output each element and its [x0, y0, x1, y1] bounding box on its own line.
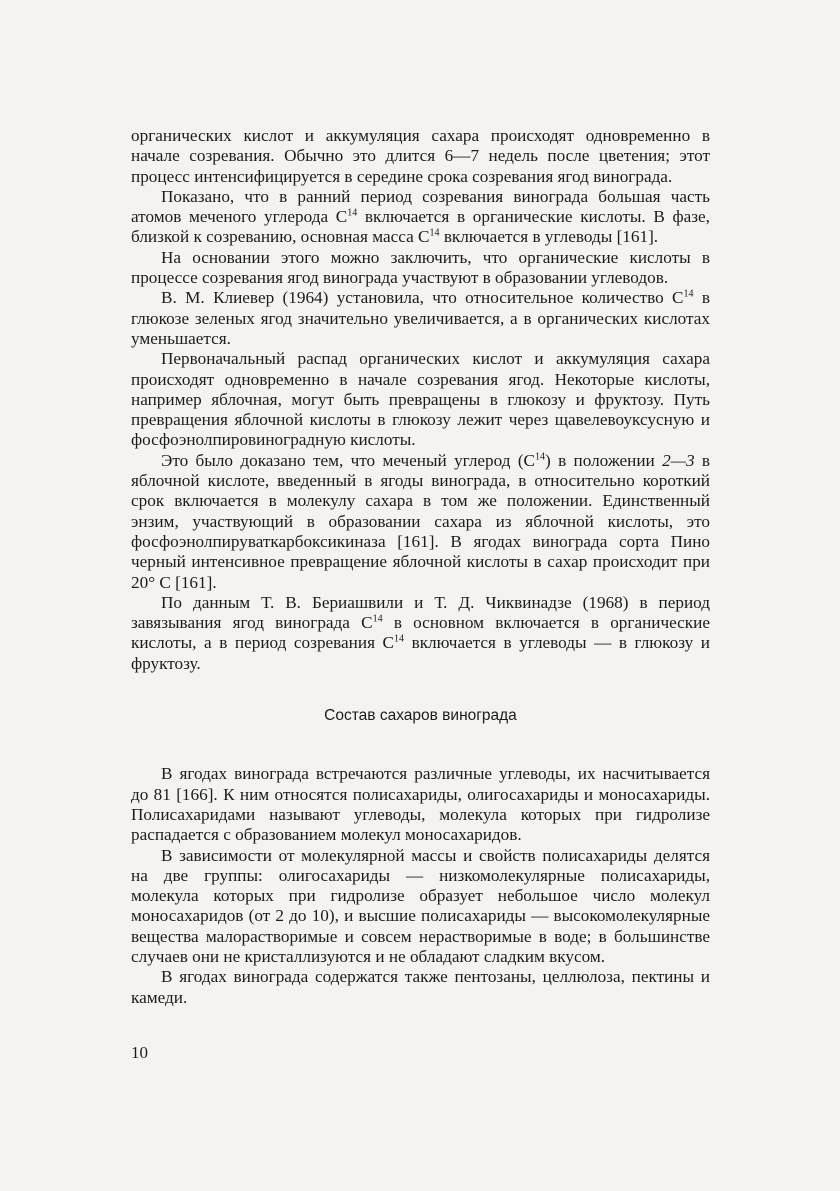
page-body — [131, 126, 710, 1008]
paragraph-3: На основании этого можно заключить, что органические кислоты в процессе созревания ягод винограда участвуют в образовании углеводов. — [131, 247, 710, 288]
paragraph-4: В. М. Клиевер (1964) установила, что относительное количество $С^{14}$ в глюкозе зеленых ягод значительно увеличивается, а в органических кислотах уменьшается. — [131, 288, 710, 348]
paragraph-10: В ягодах винограда содержатся также пентозаны, целлюлоза, пектины и камеди. — [131, 967, 710, 1007]
paragraph-1: органических кислот и аккумуляция сахара происходят одновременно в начале созревания. Обычно это длится 6—7 недель после цветения; этот процесс интенсифицируется в середине срока созревания ягод винограда. — [131, 126, 710, 186]
paragraph-6: Это было доказано тем, что меченый углерод $(С^{14})$ в положении 2—3 в яблочной кислоте, введенный в ягоды винограда, в относительно короткий срок включается в молекулу сахара в том же положении. Единственный энзим, участвующий в образовании сахара из яблочной кислоты, это фосфоэнолпируваткарбоксикиназа [161]. В ягодах винограда сорта Пино черный интенсивное превращение яблочной кислоты в сахар происходит при 20° С [161]. — [131, 450, 710, 592]
section-heading: Состав сахаров винограда — [324, 707, 517, 725]
paragraph-8: В ягодах винограда встречаются различные углеводы, их насчитывается до 81 [166]. К ним относятся полисахариды, олигосахариды и моносахариды. Полисахаридами называют углеводы, молекула которых при гидролизе распадается с образованием молекул моносахаридов. — [131, 764, 710, 845]
paragraph-9: В зависимости от молекулярной массы и свойств полисахариды делятся на две группы: олигосахариды — низкомолекулярные полисахариды, молекула которых при гидролизе образует небольшое число молекул моносахаридов (от 2 до 10), и высшие полисахариды — высокомолекулярные вещества малорастворимые и совсем нерастворимые в воде; в большинстве случаев они не кристаллизуются и не обладают сладким вкусом. — [131, 845, 710, 966]
paragraph-2: Показано, что в ранний период созревания винограда большая часть атомов меченого углерода $С^{14}$ включается в органические кислоты. В фазе, близкой к созреванию, основная масса $С^{14}$ включается в углеводы [161]. — [131, 186, 710, 247]
paragraph-5: Первоначальный распад органических кислот и аккумуляция сахара происходят одновременно в начале созревания ягод. Некоторые кислоты, например яблочная, могут быть превращены в глюкозу и фруктозу. Путь превращения яблочной кислоты в глюкозу лежит через щавелевоуксусную и фосфоэнолпировиноградную кислоты. — [131, 349, 710, 450]
paragraph-7: По данным Т. В. Бериашвили и Т. Д. Чиквинадзе (1968) в период завязывания ягод винограда $С^{14}$ в основном включается в органические кислоты, а в период созревания $С^{14}$ включается в углеводы — в глюкозу и фруктозу. — [131, 592, 710, 673]
page-number: 10 — [131, 1043, 148, 1062]
